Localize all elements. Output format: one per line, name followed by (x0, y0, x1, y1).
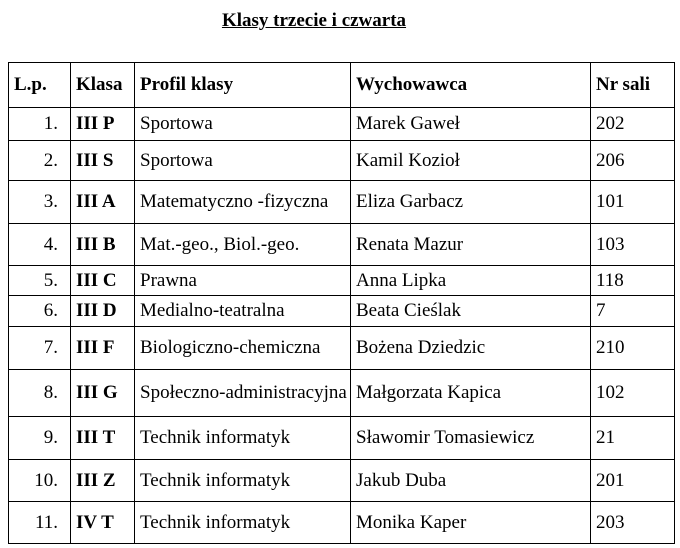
cell-klasa: III D (71, 296, 135, 327)
table-row (9, 266, 675, 296)
cell-sala: 201 (591, 460, 675, 502)
cell-wychowawca: Marek Gaweł (351, 108, 591, 141)
cell-profil: Społeczno-administracyjna (135, 370, 351, 417)
cell-lp: 4. (9, 224, 71, 266)
cell-wychowawca: Beata Cieślak (351, 296, 591, 327)
cell-profil: Sportowa (135, 141, 351, 181)
cell-klasa: III S (71, 141, 135, 181)
cell-profil: Technik informatyk (135, 417, 351, 460)
cell-profil: Medialno-teatralna (135, 296, 351, 327)
header-profil: Profil klasy (135, 63, 351, 108)
cell-profil: Mat.-geo., Biol.-geo. (135, 224, 351, 266)
cell-klasa: IV T (71, 502, 135, 544)
table-row (9, 108, 675, 141)
cell-lp: 11. (9, 502, 71, 544)
cell-profil: Prawna (135, 266, 351, 296)
cell-klasa: III Z (71, 460, 135, 502)
cell-profil: Technik informatyk (135, 460, 351, 502)
cell-sala: 103 (591, 224, 675, 266)
cell-profil: Sportowa (135, 108, 351, 141)
table-row (9, 502, 675, 544)
cell-lp: 1. (9, 108, 71, 141)
table-row (9, 370, 675, 417)
table-row (9, 460, 675, 502)
cell-lp: 8. (9, 370, 71, 417)
page-title: Klasy trzecie i czwarta (221, 10, 407, 31)
cell-klasa: III C (71, 266, 135, 296)
table-row (9, 224, 675, 266)
cell-lp: 5. (9, 266, 71, 296)
cell-wychowawca: Eliza Garbacz (351, 181, 591, 224)
cell-profil: Matematyczno -fizyczna (135, 181, 351, 224)
cell-lp: 9. (9, 417, 71, 460)
cell-wychowawca: Monika Kaper (351, 502, 591, 544)
table-row (9, 417, 675, 460)
cell-wychowawca: Sławomir Tomasiewicz (351, 417, 591, 460)
cell-sala: 102 (591, 370, 675, 417)
header-lp: L.p. (9, 63, 71, 108)
cell-profil: Biologiczno-chemiczna (135, 327, 351, 370)
cell-klasa: III P (71, 108, 135, 141)
cell-wychowawca: Małgorzata Kapica (351, 370, 591, 417)
classes-table (8, 62, 675, 544)
cell-wychowawca: Bożena Dziedzic (351, 327, 591, 370)
cell-lp: 7. (9, 327, 71, 370)
cell-lp: 10. (9, 460, 71, 502)
header-wychowawca: Wychowawca (351, 63, 591, 108)
cell-lp: 2. (9, 141, 71, 181)
header-klasa: Klasa (71, 63, 135, 108)
header-sala: Nr sali (591, 63, 675, 108)
table-row (9, 327, 675, 370)
table-row (9, 141, 675, 181)
cell-klasa: III B (71, 224, 135, 266)
cell-wychowawca: Kamil Kozioł (351, 141, 591, 181)
cell-sala: 203 (591, 502, 675, 544)
table-header-row (9, 63, 675, 108)
cell-lp: 3. (9, 181, 71, 224)
cell-sala: 101 (591, 181, 675, 224)
cell-sala: 21 (591, 417, 675, 460)
table-row (9, 296, 675, 327)
table-row (9, 181, 675, 224)
cell-lp: 6. (9, 296, 71, 327)
cell-klasa: III T (71, 417, 135, 460)
cell-klasa: III A (71, 181, 135, 224)
cell-sala: 210 (591, 327, 675, 370)
cell-sala: 202 (591, 108, 675, 141)
cell-sala: 118 (591, 266, 675, 296)
cell-wychowawca: Renata Mazur (351, 224, 591, 266)
cell-profil: Technik informatyk (135, 502, 351, 544)
cell-klasa: III G (71, 370, 135, 417)
cell-wychowawca: Jakub Duba (351, 460, 591, 502)
cell-sala: 206 (591, 141, 675, 181)
cell-klasa: III F (71, 327, 135, 370)
cell-sala: 7 (591, 296, 675, 327)
cell-wychowawca: Anna Lipka (351, 266, 591, 296)
